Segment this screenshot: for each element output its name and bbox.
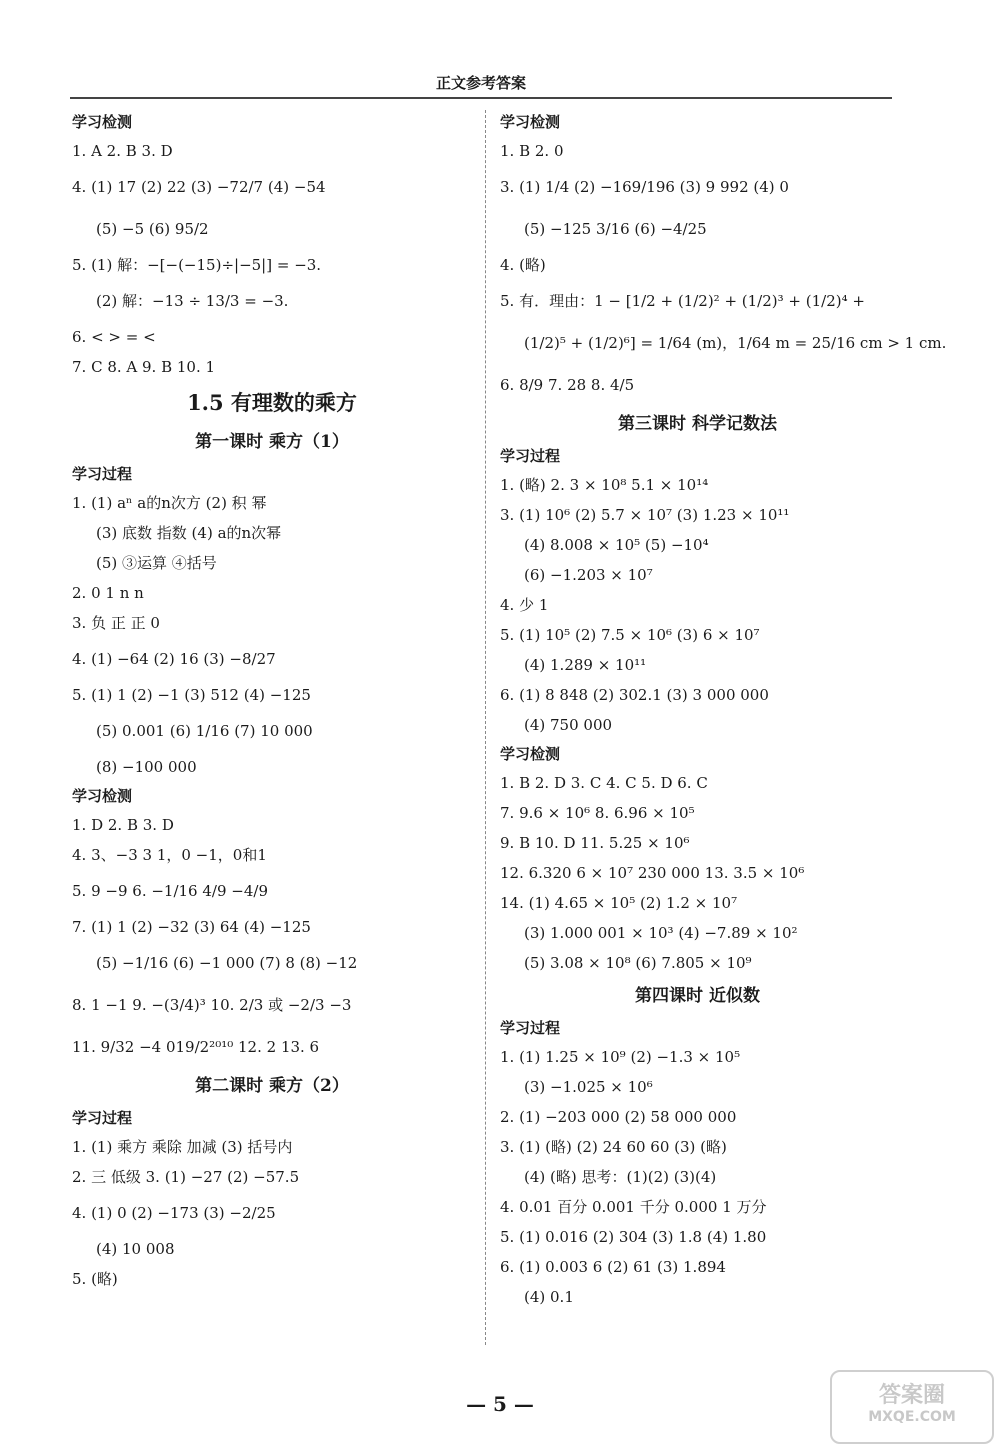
answer-line: 1. B 2. 0 xyxy=(500,142,564,160)
site-watermark-logo xyxy=(830,1370,994,1444)
answer-line: (3) 底数 指数 (4) a的n次幂 xyxy=(96,524,282,542)
answer-line: 5. 有．理由：1 − [1/2 + (1/2)² + (1/2)³ + (1/2)⁴ + xyxy=(500,292,865,310)
answer-line: 3. (1) 1/4 (2) −169/196 (3) 9 992 (4) 0 xyxy=(500,178,789,196)
section-heading: 学习检测 xyxy=(500,113,561,131)
answer-line: 5. (1) 0.016 (2) 304 (3) 1.8 (4) 1.80 xyxy=(500,1228,767,1246)
answer-line: (5) −1/16 (6) −1 000 (7) 8 (8) −12 xyxy=(96,954,358,972)
section-heading: 学习过程 xyxy=(72,465,133,483)
section-heading: 学习过程 xyxy=(500,447,561,465)
answer-line: 2. 0 1 n n xyxy=(72,584,144,602)
left-column xyxy=(72,108,472,1294)
answer-line: (4) 750 000 xyxy=(524,716,613,734)
answer-line: 1. (1) aⁿ a的n次方 (2) 积 幂 xyxy=(72,494,267,512)
watermark-text-bottom: MXQE.COM xyxy=(868,1409,956,1425)
answer-line: 5. (1) 1 (2) −1 (3) 512 (4) −125 xyxy=(72,686,311,704)
answer-line: 4. 3、−3 3 1，0 −1，0和1 xyxy=(72,846,267,864)
answer-line: 8. 1 −1 9. −(3/4)³ 10. 2/3 或 −2/3 −3 xyxy=(72,996,352,1014)
answer-line: 4. (1) −64 (2) 16 (3) −8/27 xyxy=(72,650,276,668)
answer-line: (4) 8.008 × 10⁵ (5) −10⁴ xyxy=(524,536,709,554)
answer-line: 5. (略) xyxy=(72,1270,118,1288)
answer-line: 12. 6.320 6 × 10⁷ 230 000 13. 3.5 × 10⁶ xyxy=(500,864,805,882)
answer-line: (2) 解：−13 ÷ 13/3 = −3. xyxy=(96,292,289,310)
answer-line: 4. 0.01 百分 0.001 千分 0.000 1 万分 xyxy=(500,1198,767,1216)
answer-line: 1. D 2. B 3. D xyxy=(72,816,174,834)
section-heading: 学习过程 xyxy=(72,1109,133,1127)
lesson-title: 第三课时 科学记数法 xyxy=(618,414,777,434)
answer-line: 1. (略) 2. 3 × 10⁸ 5.1 × 10¹⁴ xyxy=(500,476,709,494)
watermark-text-top: 答案圈 xyxy=(878,1383,945,1408)
section-heading: 学习检测 xyxy=(72,787,133,805)
page-number: — 5 — xyxy=(466,1392,534,1416)
section-heading: 学习检测 xyxy=(72,113,133,131)
answer-line: 4. (1) 0 (2) −173 (3) −2/25 xyxy=(72,1204,276,1222)
answer-line: (5) 3.08 × 10⁸ (6) 7.805 × 10⁹ xyxy=(524,954,752,972)
answer-line: (4) (略) 思考：(1)(2) (3)(4) xyxy=(524,1168,717,1186)
answer-line: 3. (1) 10⁶ (2) 5.7 × 10⁷ (3) 1.23 × 10¹¹ xyxy=(500,506,790,524)
answer-line: 6. 8/9 7. 28 8. 4/5 xyxy=(500,376,635,394)
answer-line: (5) −5 (6) 95/2 xyxy=(96,220,209,238)
lesson-title: 第一课时 乘方（1） xyxy=(195,432,349,452)
column-divider xyxy=(485,110,486,1345)
answer-line: 11. 9/32 −4 019/2²⁰¹⁰ 12. 2 13. 6 xyxy=(72,1038,320,1056)
answer-line: 2. 三 低级 3. (1) −27 (2) −57.5 xyxy=(72,1168,300,1186)
lesson-title: 第二课时 乘方（2） xyxy=(195,1076,349,1096)
answer-line: 3. (1) (略) (2) 24 60 60 (3) (略) xyxy=(500,1138,727,1156)
answer-line: 7. (1) 1 (2) −32 (3) 64 (4) −125 xyxy=(72,918,311,936)
answer-line: (4) 10 008 xyxy=(96,1240,175,1258)
answer-line: 5. (1) 解：−[−(−15)÷|−5|] = −3. xyxy=(72,256,322,274)
lesson-title: 第四课时 近似数 xyxy=(635,986,760,1006)
answer-line: (6) −1.203 × 10⁷ xyxy=(524,566,653,584)
answer-line: 1. (1) 1.25 × 10⁹ (2) −1.3 × 10⁵ xyxy=(500,1048,741,1066)
answer-line: 2. (1) −203 000 (2) 58 000 000 xyxy=(500,1108,737,1126)
answer-line: 1. (1) 乘方 乘除 加减 (3) 括号内 xyxy=(72,1138,293,1156)
answer-line: 4. (1) 17 (2) 22 (3) −72/7 (4) −54 xyxy=(72,178,326,196)
answer-line: (4) 0.1 xyxy=(524,1288,574,1306)
answer-line: 3. 负 正 正 0 xyxy=(72,614,160,632)
answer-line: 14. (1) 4.65 × 10⁵ (2) 1.2 × 10⁷ xyxy=(500,894,738,912)
answer-line: (4) 1.289 × 10¹¹ xyxy=(524,656,647,674)
answer-line: 6. (1) 0.003 6 (2) 61 (3) 1.894 xyxy=(500,1258,726,1276)
answer-line: 5. (1) 10⁵ (2) 7.5 × 10⁶ (3) 6 × 10⁷ xyxy=(500,626,760,644)
right-column xyxy=(500,108,947,1312)
answer-line: 6. < > = < xyxy=(72,328,156,346)
answer-line: 6. (1) 8 848 (2) 302.1 (3) 3 000 000 xyxy=(500,686,769,704)
answer-line: 1. B 2. D 3. C 4. C 5. D 6. C xyxy=(500,774,708,792)
answer-line: (3) −1.025 × 10⁶ xyxy=(524,1078,653,1096)
section-heading: 学习检测 xyxy=(500,745,561,763)
answer-line: 5. 9 −9 6. −1/16 4/9 −4/9 xyxy=(72,882,268,900)
answer-line: 7. C 8. A 9. B 10. 1 xyxy=(72,358,216,376)
header-rule xyxy=(70,97,892,99)
chapter-title: 1.5 有理数的乘方 xyxy=(187,390,357,415)
answer-line: (5) 0.001 (6) 1/16 (7) 10 000 xyxy=(96,722,313,740)
answer-line: 4. (略) xyxy=(500,256,546,274)
answer-line: 4. 少 1 xyxy=(500,596,549,614)
answer-line: 7. 9.6 × 10⁶ 8. 6.96 × 10⁵ xyxy=(500,804,695,822)
answer-line: (5) −125 3/16 (6) −4/25 xyxy=(524,220,707,238)
answer-line: (5) ③运算 ④括号 xyxy=(96,554,217,572)
page-header-title: 正文参考答案 xyxy=(435,74,526,92)
answer-line: (8) −100 000 xyxy=(96,758,197,776)
answer-line: 9. B 10. D 11. 5.25 × 10⁶ xyxy=(500,834,690,852)
answer-line: (1/2)⁵ + (1/2)⁶] = 1/64 (m)，1/64 m = 25/16 cm > 1 cm. xyxy=(524,334,947,352)
answer-line: 1. A 2. B 3. D xyxy=(72,142,173,160)
answer-line: (3) 1.000 001 × 10³ (4) −7.89 × 10² xyxy=(524,924,798,942)
section-heading: 学习过程 xyxy=(500,1019,561,1037)
